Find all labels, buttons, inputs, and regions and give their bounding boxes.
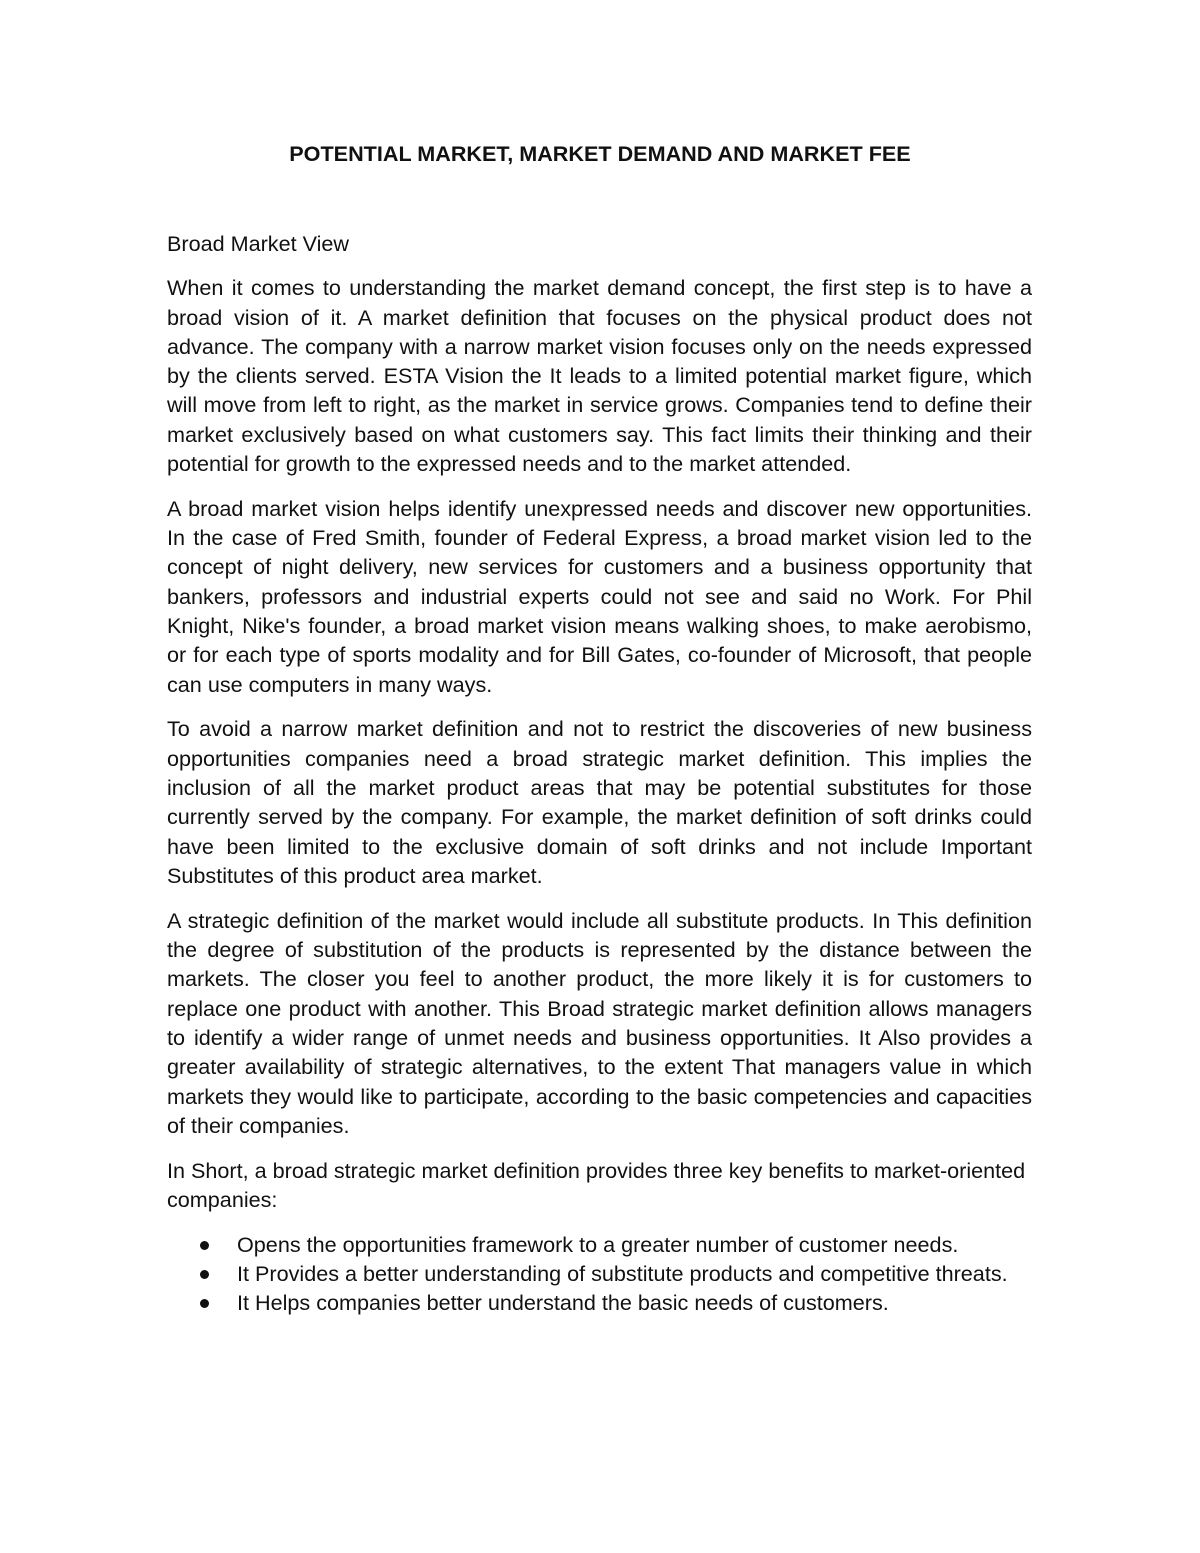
list-item [167,1288,1032,1317]
paragraph: In Short, a broad strategic market definition provides three key benefits to market-oriented companies: [167,1157,1026,1212]
document-title: POTENTIAL MARKET, MARKET DEMAND AND MARKET FEE [289,141,911,166]
list-item [167,1259,1032,1288]
section-heading: Broad Market View [167,231,350,256]
paragraph: To avoid a narrow market definition and not to restrict the discoveries of new business opportunities companies need a broad strategic market definition. This implies the inclusion of all the market product areas that may be potential substitutes for those currently served by the company. For example, the market definition of soft drinks could have been limited to the exclusive domain of soft drinks and not include Important Substitutes of this product area market. [167,716,1032,888]
list-item-text: It Helps companies better understand the basic needs of customers. [237,1290,889,1316]
document-body [167,229,1032,1318]
list-item-text: It Provides a better understanding of substitute products and competitive threats. [237,1261,1008,1286]
bullet-icon [200,1241,209,1250]
benefits-list [167,1230,1032,1318]
bullet-icon [200,1299,209,1308]
paragraph: A broad market vision helps identify unexpressed needs and discover new opportunities. In the case of Fred Smith, founder of Federal Express, a broad market vision led to the concept of night delivery, new services for customers and a business opportunity that bankers, professors and industrial experts could not see and said no Work. For Phil Knight, Nike's founder, a broad market vision means walking shoes, to make aerobismo, or for each type of sports modality and for Bill Gates, co-founder of Microsoft, that people can use computers in many ways. [167,495,1032,697]
paragraph: When it comes to understanding the market demand concept, the first step is to have a broad vision of it. A market definition that focuses on the physical product does not advance. The company with a narrow market vision focuses only on the needs expressed by the clients served. ESTA Vision the It leads to a limited potential market figure, which will move from left to right, as the market in service grows. Companies tend to define their market exclusively based on what customers say. This fact limits their thinking and their potential for growth to the expressed needs and to the market attended. [167,275,1032,477]
paragraph: A strategic definition of the market would include all substitute products. In This definition the degree of substitution of the products is represented by the distance between the markets. The closer you feel to another product, the more likely it is for customers to replace one product with another. This Broad strategic market definition allows managers to identify a wider range of unmet needs and business opportunities. It Also provides a greater availability of strategic alternatives, to the extent That managers value in which markets they would like to participate, according to the basic competencies and capacities of their companies. [167,907,1032,1138]
list-item [167,1230,1032,1259]
list-item-text: Opens the opportunities framework to a greater number of customer needs. [237,1231,959,1257]
bullet-icon [200,1270,209,1279]
